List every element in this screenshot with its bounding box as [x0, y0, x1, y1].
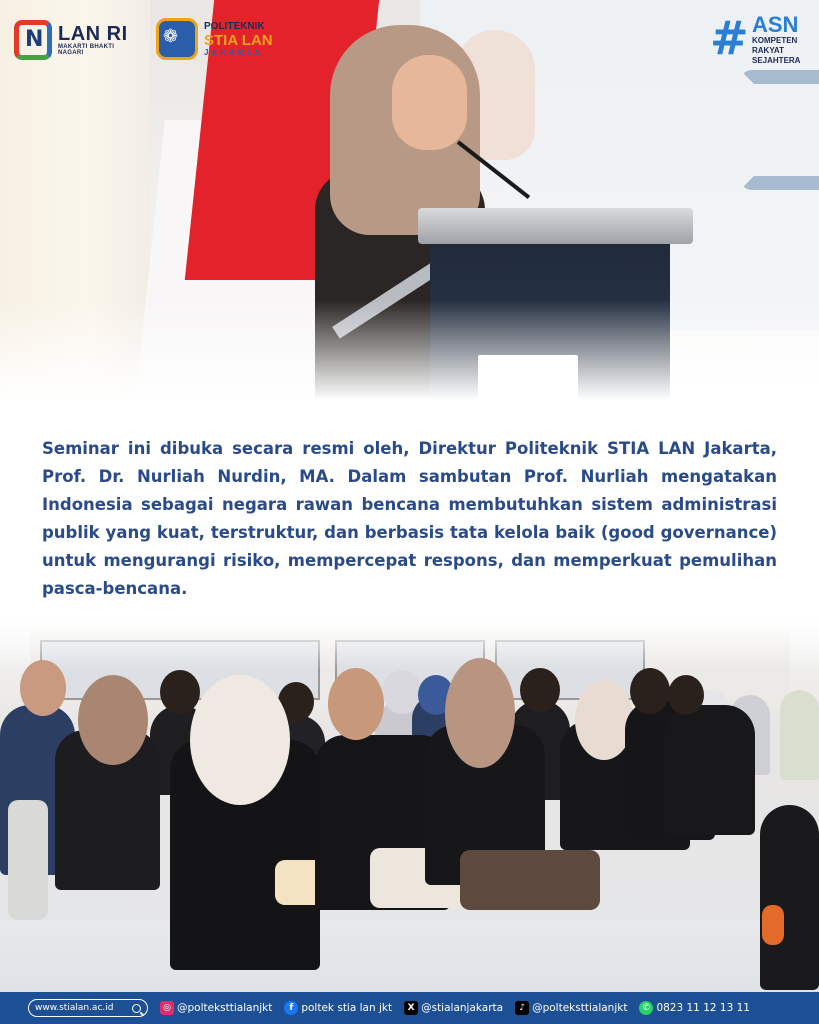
- audience-member: [665, 705, 755, 835]
- x-icon: X: [404, 1001, 418, 1015]
- whatsapp-link[interactable]: [639, 1001, 750, 1015]
- asn-campaign-logo: [708, 11, 808, 70]
- tiktok-handle: @polteksttialanjkt: [532, 1002, 628, 1014]
- floor: [0, 920, 819, 992]
- facebook-icon: f: [284, 1001, 298, 1015]
- website-text: www.stialan.ac.id: [35, 1003, 114, 1013]
- whatsapp-number: 0823 11 12 13 11: [656, 1002, 750, 1014]
- tiktok-link[interactable]: [515, 1001, 627, 1015]
- search-icon: [132, 1004, 141, 1013]
- stia-lan-emblem-icon: ❁: [154, 16, 200, 62]
- facebook-link[interactable]: [284, 1001, 392, 1015]
- asn-line3: SEJAHTERA: [752, 56, 801, 65]
- twitter-link[interactable]: [404, 1001, 503, 1015]
- asn-line1: KOMPETEN: [752, 36, 798, 45]
- whatsapp-icon: ✆: [639, 1001, 653, 1015]
- empty-chair: [760, 805, 819, 990]
- stia-logo-line1: POLITEKNIK: [204, 20, 265, 32]
- twitter-handle: @stialanjakarta: [421, 1002, 504, 1014]
- instagram-link[interactable]: [160, 1001, 272, 1015]
- instagram-handle: @polteksttialanjkt: [177, 1002, 273, 1014]
- lan-ri-title: LAN RI: [58, 23, 128, 45]
- politeknik-stia-lan-logo: [154, 14, 292, 64]
- asn-word: ASN: [752, 12, 799, 37]
- podium-top: [418, 208, 693, 244]
- caption-text: Seminar ini dibuka secara resmi oleh, Direktur Politeknik STIA LAN Jakarta, Prof. Dr. Nurliah Nurdin, MA. Dalam sambutan Prof. Nurliah mengatakan Indonesia sebagai negara rawan bencana membutuhkan sistem administrasi publik yang kuat, terstruktur, dan berbasis tata kelola baik (good governance) untuk mengurangi risiko, mempercepat respons, dan memperkuat pemulihan pasca-bencana.: [42, 439, 777, 598]
- website-link[interactable]: [28, 999, 148, 1017]
- stia-logo-line3: JAKARTA: [204, 47, 263, 57]
- lan-ri-logo: [12, 14, 140, 66]
- screen-logo-shape: [740, 70, 819, 190]
- audience-photo: [0, 620, 819, 992]
- instagram-icon: ◎: [160, 1001, 174, 1015]
- facebook-handle: poltek stia lan jkt: [301, 1002, 393, 1014]
- audience-member: [780, 690, 819, 780]
- footer-bar: [0, 992, 819, 1024]
- stia-logo-line2: STIA LAN: [204, 31, 273, 49]
- speaker-face: [392, 55, 467, 150]
- lan-ri-emblem-icon: N: [12, 17, 54, 63]
- photo-fade: [0, 300, 819, 400]
- tiktok-icon: ♪: [515, 1001, 529, 1015]
- asn-line2: RAKYAT: [752, 46, 785, 55]
- lan-ri-tagline: MAKARTI BHAKTI NAGARI: [58, 44, 115, 56]
- hashtag-icon: #: [710, 11, 749, 65]
